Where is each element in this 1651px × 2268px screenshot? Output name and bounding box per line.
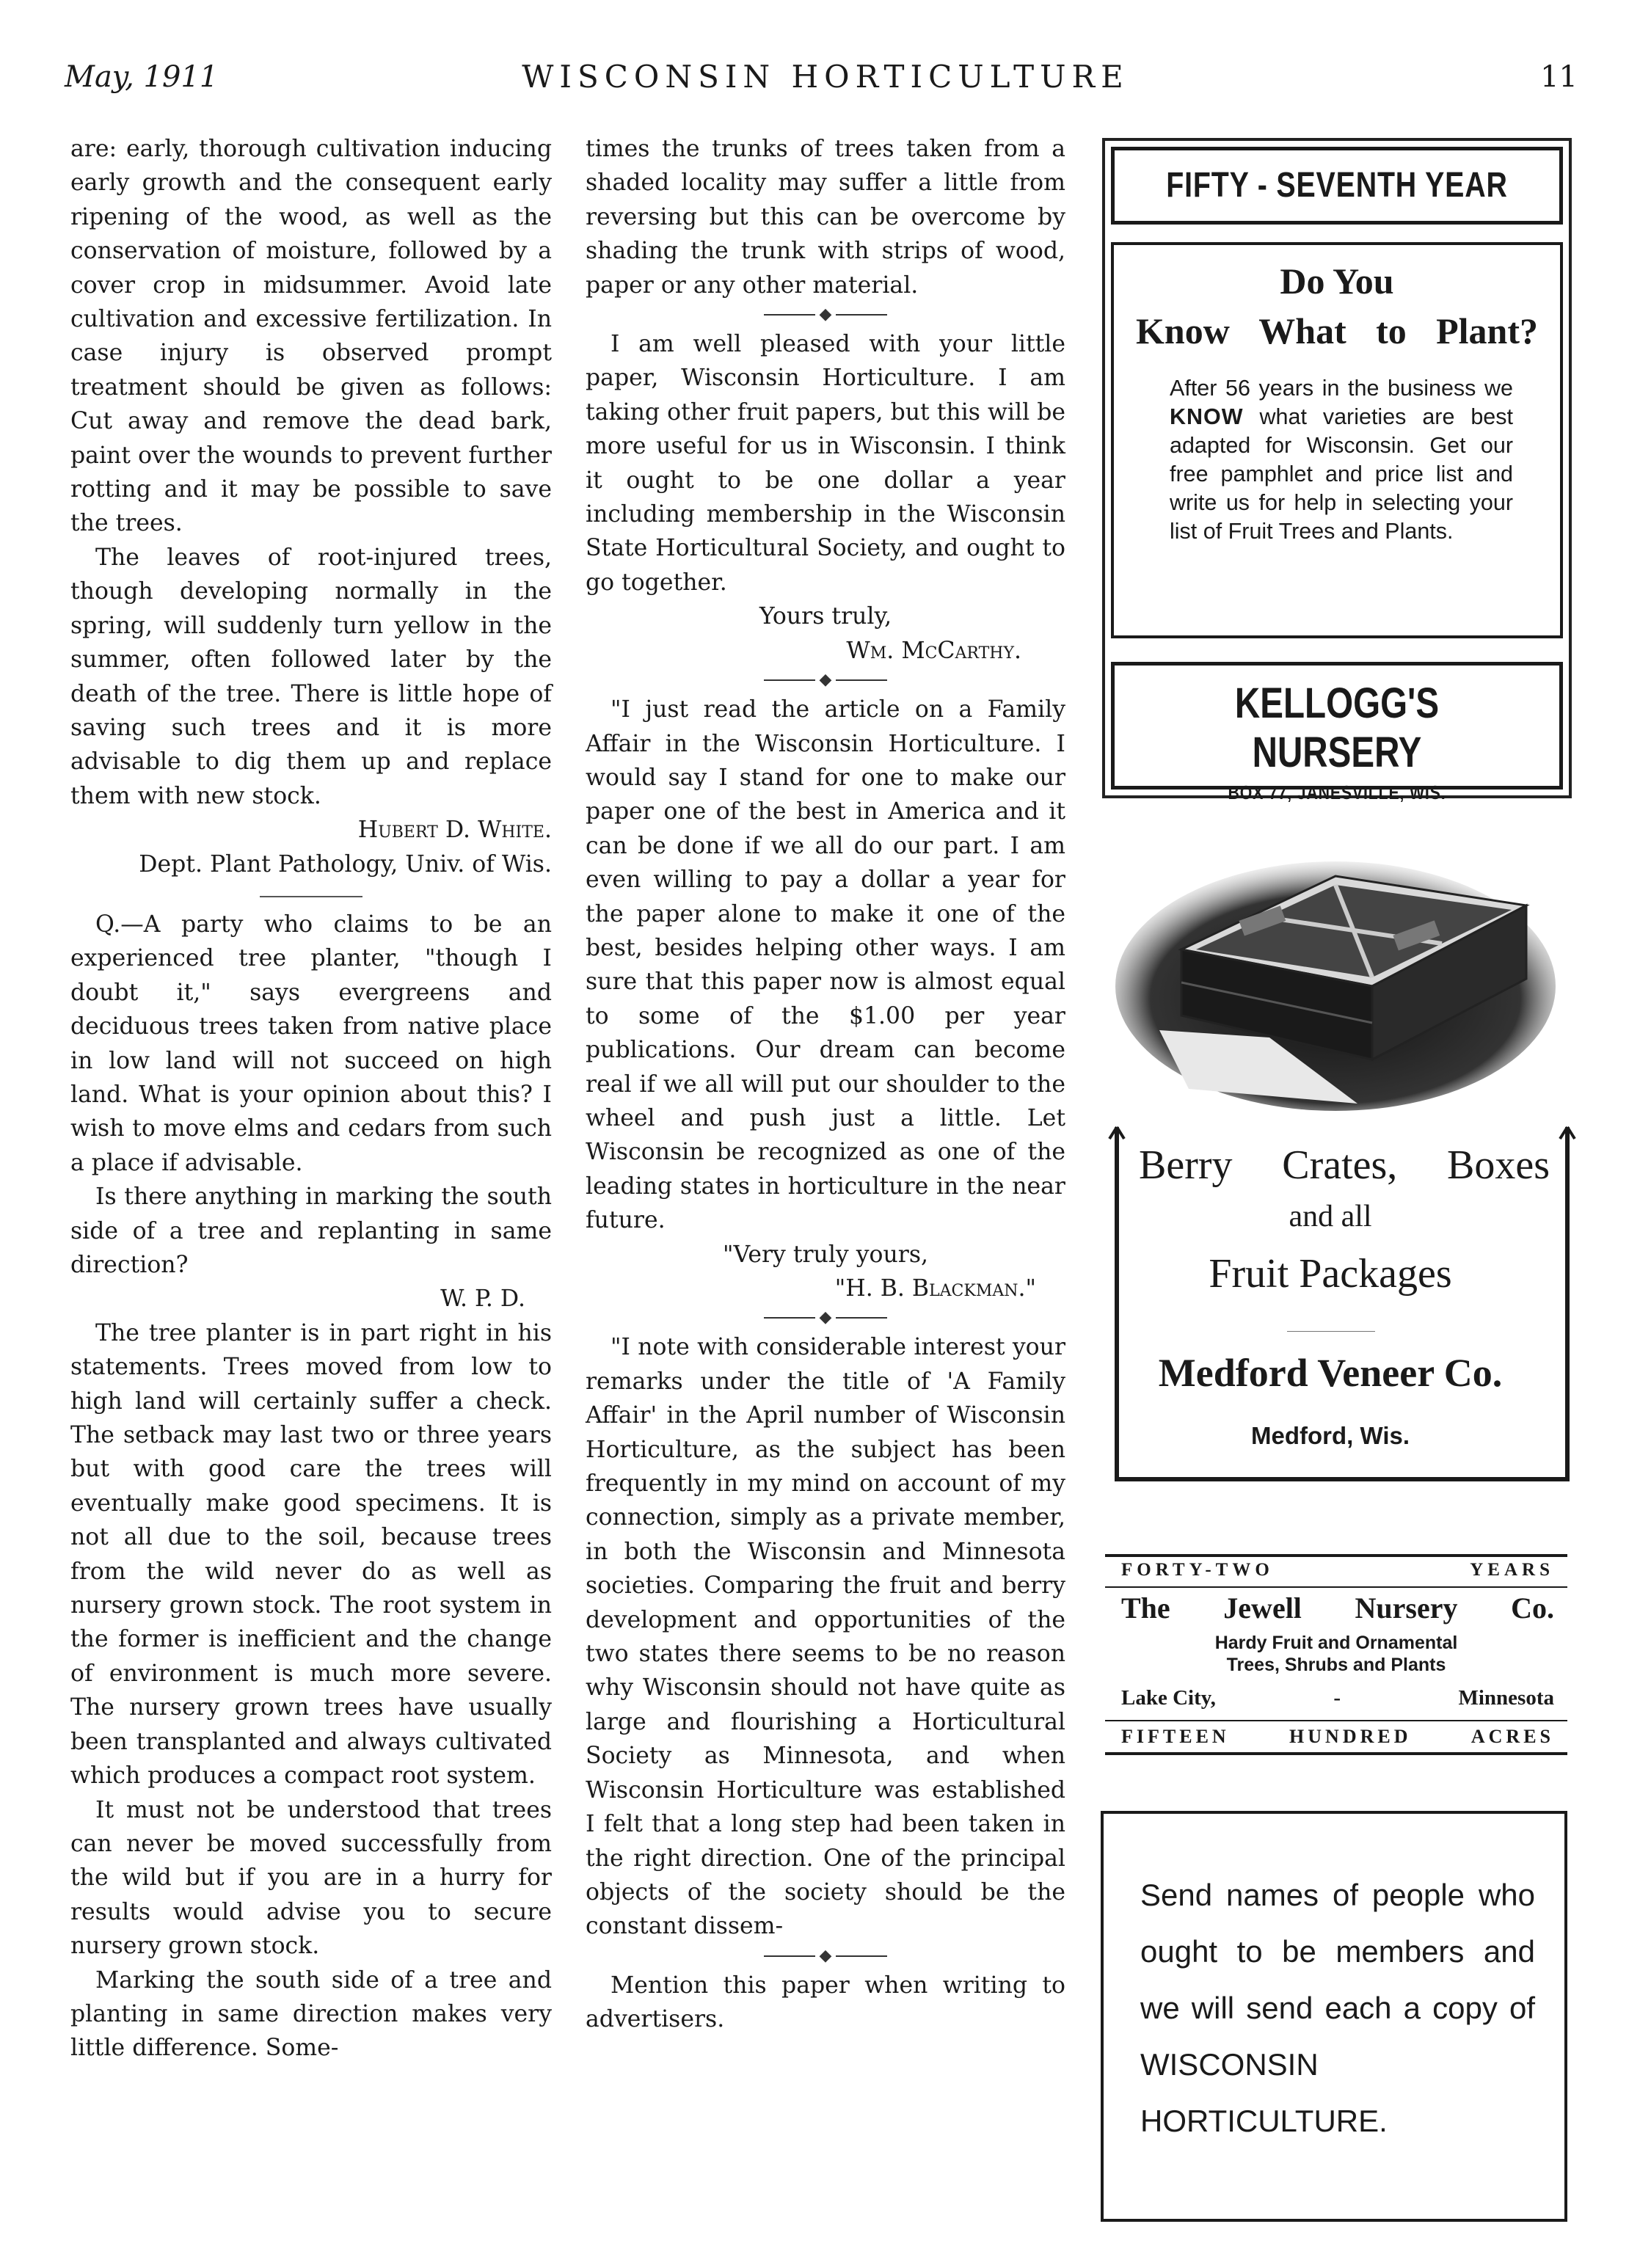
company-name: Medford Veneer Co.	[1158, 1351, 1503, 1395]
question-signature: W. P. D.	[440, 1286, 525, 1313]
author-affiliation: Dept. Plant Pathology, Univ. of Wis.	[139, 850, 552, 878]
letter-signature: Wm. McCarthy.	[846, 637, 1021, 664]
ad-word: Boxes	[1446, 1142, 1550, 1188]
ad-word: Nursery	[1355, 1591, 1458, 1625]
ad-state: Minnesota	[1458, 1686, 1554, 1710]
paragraph: times the trunks of trees taken from a shaded locality may suffer a little from reversing but this can be overcome by shading the trunk with strips of wood, paper or any other material.	[586, 136, 1065, 299]
author-signature: Hubert D. White.	[357, 817, 552, 844]
ad-word: FIFTEEN	[1121, 1726, 1230, 1747]
divider	[260, 896, 362, 897]
answer-paragraph: The tree planter is in part right in his statements. Trees moved from low to high land will certainly suffer a check. The setback may last two or three years but with good care the trees will eventually make good specimens. It is not all due to the soil, because trees from the wild never do as well as nursery grown stock. The root system in the former is inefficient and the change of environment is much more severe. The nursery grown trees have usually been transplanted and always cultivated which produces a compact root system.	[70, 1319, 552, 1790]
company-city: Medford, Wis.	[1250, 1422, 1410, 1449]
ad-text: Trees, Shrubs and Plants	[1226, 1655, 1446, 1675]
company-name	[1121, 1591, 1554, 1625]
nursery-name: KELLOGG'S NURSERY	[1234, 679, 1440, 776]
rule-line	[1105, 1586, 1567, 1588]
ad-body-text	[1170, 374, 1513, 546]
ad-word: HUNDRED	[1289, 1726, 1412, 1747]
kellogg-ad-body	[1111, 242, 1563, 638]
ad-word: The	[1121, 1591, 1170, 1625]
page-header-date: May, 1911	[65, 60, 219, 94]
ad-headline	[1139, 1142, 1550, 1189]
divider	[1287, 1331, 1375, 1332]
rule-line	[1105, 1554, 1567, 1557]
ad-dash: -	[1333, 1686, 1341, 1710]
question-paragraph: Is there anything in marking the south side of a tree and replanting in same direction?	[70, 1184, 552, 1278]
question-paragraph: Q.—A party who claims to be an experienced tree planter, "though I doubt it," says evergreens and deciduous trees taken from native place in low land will not succeed on high land. What is your opinion about this? I wish to move elms and cedars from such a place if advisable.	[70, 911, 552, 1176]
paragraph: are: early, thorough cultivation inducing early growth and the consequent early ripening of the wood, as well as the conservation of moisture, followed by a cover crop in midsummer. Avoid late cultivation and excessive fertilization. In case injury is observed prompt treatment should be given as follows: Cut away and remove the dead bark, paint over the wounds to prevent further rotting and it may be possible to save the trees.	[70, 136, 552, 537]
ornament-divider: ◆	[586, 1305, 1065, 1330]
page-number: 11	[1540, 60, 1578, 94]
kellogg-banner	[1111, 147, 1563, 225]
ad-body-text: Send names of people who ought to be members and we will send each a copy of WISCONSIN HORTICULTURE.	[1140, 1878, 1535, 2138]
ad-headline: Fruit Packages	[1209, 1251, 1452, 1297]
ad-products	[1105, 1632, 1567, 1676]
ad-word: Berry	[1139, 1142, 1233, 1188]
berry-crate-illustration	[1115, 817, 1561, 1126]
letter-closing: Yours truly,	[759, 603, 892, 630]
ad-headline: Know What to Plant?	[1136, 310, 1538, 351]
nursery-address: BOX 77, JANESVILLE, WIS.	[1228, 781, 1446, 803]
letter-paragraph: "I just read the article on a Family Affair in the Wisconsin Horticulture. I would say I stand for one to make our paper one of the best in America and it can be done if we all do our part. I am even willing to pay a dollar a year for the paper alone to make it one of the best, besides helping other ways. I am sure that this paper now is almost equal to some of the $1.00 per year publications. Our dream can become real if we all will put our shoulder to the wheel and push just a little. Let Wisconsin be recognized as one of the leading states in horticulture in the near future.	[586, 696, 1065, 1234]
ad-text: Hardy Fruit and Ornamental	[1214, 1633, 1458, 1653]
ad-top-line	[1121, 1560, 1554, 1580]
ornament-divider: ◆	[586, 302, 1065, 327]
page-header-title: WISCONSIN HORTICULTURE	[522, 59, 1129, 95]
ad-word: Crates,	[1282, 1142, 1398, 1188]
ad-bottom-line	[1121, 1726, 1554, 1748]
letter-paragraph: "I note with considerable interest your remarks under the title of 'A Family Affair' in the April number of Wisconsin Horticulture, as the subject has been frequently in my mind on account of my connection, simply as a private member, in both the Wisconsin and Minnesota societies. Comparing the fruit and berry development and opportunities of the two states there seems to be no reason why Wisconsin should not have quite as large and flourishing a Horticultural Society as Minnesota, and when Wisconsin Horticulture was established I felt that a long step had been taken in the right direction. One of the principal objects of the society should be the constant dissem-	[586, 1334, 1065, 1940]
ad-text: and all	[1289, 1200, 1372, 1233]
ad-location	[1121, 1686, 1554, 1710]
article-column-2	[586, 132, 1065, 2037]
ad-headline: Do You	[1280, 260, 1394, 302]
ad-word: Co.	[1511, 1591, 1554, 1625]
send-names-ad	[1101, 1811, 1567, 2222]
medford-veneer-ad	[1107, 1121, 1576, 1488]
banner-text: FIFTY - SEVENTH YEAR	[1166, 166, 1508, 205]
rule-line	[1105, 1720, 1567, 1721]
ad-text: what varieties are best adapted for Wisconsin. Get our free pamphlet and price list and write us for help in selecting your list of Fruit Trees and Plants.	[1170, 404, 1513, 544]
ornament-divider: ◆	[586, 668, 1065, 693]
letter-signature: "H. B. Blackman."	[834, 1275, 1036, 1302]
letter-paragraph: I am well pleased with your little paper, Wisconsin Horticulture. I am taking other fruit papers, but this will be more useful for us in Wisconsin. I think it ought to be one dollar a year including membership in the Wisconsin State Horticultural Society, and ought to go together.	[586, 331, 1065, 596]
paragraph: The leaves of root-injured trees, though developing normally in the spring, will suddenly turn yellow in the summer, often followed later by the death of the tree. There is little hope of saving such trees and it is more advisable to dig them up and replace them with new stock.	[70, 544, 552, 809]
ornament-divider: ◆	[586, 1944, 1065, 1969]
ad-word: FORTY-TWO	[1121, 1560, 1274, 1580]
ad-text: After 56 years in the business we	[1170, 376, 1513, 401]
jewell-nursery-ad	[1105, 1554, 1567, 1757]
kellogg-name-box	[1111, 662, 1563, 803]
ad-word: YEARS	[1470, 1560, 1554, 1580]
answer-paragraph: Marking the south side of a tree and planting in same direction makes very little difference. Some-	[70, 1966, 552, 2062]
article-column-1	[70, 132, 552, 2065]
letter-closing: "Very truly yours,	[722, 1241, 929, 1268]
ad-emphasis: KNOW	[1170, 404, 1244, 429]
rule-line	[1105, 1752, 1567, 1755]
ad-word: Jewell	[1223, 1591, 1302, 1625]
answer-paragraph: It must not be understood that trees can never be moved successfully from the wild but if you are in a hurry for results would advise you to secure nursery grown stock.	[70, 1796, 552, 1960]
ad-word: ACRES	[1470, 1726, 1554, 1747]
advertiser-note: Mention this paper when writing to advertisers.	[586, 1972, 1065, 2033]
ad-city: Lake City,	[1121, 1686, 1216, 1710]
